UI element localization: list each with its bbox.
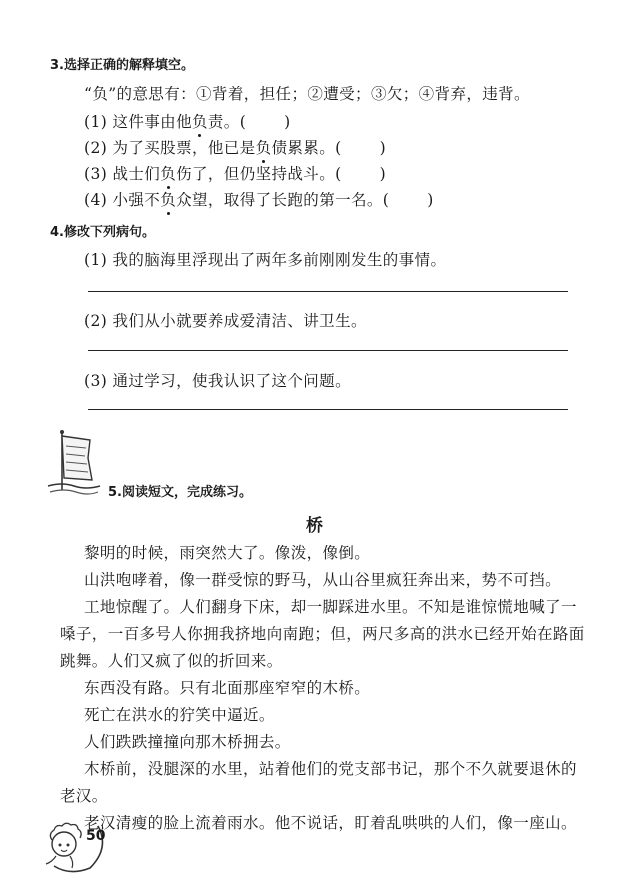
q4-sentence-2 — [84, 309, 367, 331]
q3-item-4 — [84, 188, 434, 210]
item-number: (4) — [84, 191, 108, 209]
dotted-character: 负 — [160, 162, 176, 184]
passage-title: 桥 — [306, 516, 323, 536]
q3-definitions: “负”的意思有：①背着，担任；②遭受；③欠；④背弃，违背。 — [84, 85, 530, 103]
item-number: (1) — [84, 113, 108, 131]
answer-bracket-close: ) — [379, 165, 387, 183]
item-text-before: 小强不 — [112, 191, 161, 209]
item-number: (1) — [84, 251, 108, 269]
passage-line-11: 老汉清瘦的脸上流着雨水。他不说话，盯着乱哄哄的人们，像一座山。 — [84, 814, 577, 832]
answer-bracket-close: ) — [284, 113, 291, 131]
item-text-after: 众望，取得了长跑的第一名。 — [176, 191, 383, 209]
passage-line-10: 老汉。 — [60, 787, 108, 805]
answer-bracket-open: ( — [239, 113, 247, 131]
item-text-after: 伤了，但仍坚持战斗。 — [176, 165, 336, 183]
answer-bracket-close: ) — [379, 139, 387, 157]
answer-bracket-open: ( — [335, 165, 342, 183]
sentence-text: 我们从小就要养成爱清洁、讲卫生。 — [112, 312, 367, 330]
item-number: (2) — [84, 312, 108, 330]
page-number: 50 — [86, 828, 106, 844]
passage-line-6: 东西没有路。只有北面那座窄窄的木桥。 — [84, 679, 371, 697]
passage-line-5: 跳舞。人们又疯了似的折回来。 — [60, 652, 283, 670]
sentence-text: 我的脑海里浮现出了两年多前刚刚发生的事情。 — [112, 251, 447, 269]
q4-sentence-3 — [84, 369, 351, 391]
q3-item-1 — [84, 110, 291, 132]
q3-heading: 3.选择正确的解释填空。 — [50, 58, 194, 73]
passage-line-4: 嗓子，一百多号人你拥我挤地向南跑；但，两尺多高的洪水已经开始在路面 — [60, 625, 585, 643]
passage-line-7: 死亡在洪水的狞笑中逼近。 — [84, 706, 275, 724]
dotted-character: 负 — [192, 110, 208, 132]
q3-item-2 — [84, 136, 386, 158]
dotted-character: 负 — [160, 188, 176, 210]
item-number: (3) — [84, 372, 108, 390]
answer-line-3[interactable] — [88, 409, 568, 410]
item-text-after: 债累累。 — [271, 139, 336, 157]
passage-line-9: 木桥前，没腿深的水里，站着他们的党支部书记，那个不久就要退休的 — [84, 760, 577, 778]
sailboat-icon — [44, 428, 104, 498]
q3-item-3 — [84, 162, 386, 184]
cartoon-sheep-icon — [40, 818, 110, 874]
answer-bracket-open: ( — [335, 139, 342, 157]
answer-bracket-open: ( — [382, 191, 390, 209]
item-number: (2) — [84, 139, 108, 157]
passage-line-1: 黎明的时候，雨突然大了。像泼，像倒。 — [84, 544, 371, 562]
q4-heading: 4.修改下列病句。 — [50, 225, 155, 240]
sentence-text: 通过学习，使我认识了这个问题。 — [112, 372, 351, 390]
item-text-before: 为了买股票，他已是 — [112, 139, 256, 157]
item-number: (3) — [84, 165, 108, 183]
answer-line-1[interactable] — [88, 291, 568, 292]
passage-line-8: 人们跌跌撞撞向那木桥拥去。 — [84, 733, 291, 751]
answer-line-2[interactable] — [88, 350, 568, 351]
passage-line-3: 工地惊醒了。人们翻身下床，却一脚踩进水里。不知是谁惊慌地喊了一 — [84, 598, 577, 616]
passage-line-2: 山洪咆哮着，像一群受惊的野马，从山谷里疯狂奔出来，势不可挡。 — [84, 571, 562, 589]
q5-heading: 5.阅读短文，完成练习。 — [108, 485, 252, 500]
item-text-after: 责。 — [207, 113, 240, 131]
item-text-before: 这件事由他 — [112, 113, 192, 131]
answer-bracket-close: ) — [427, 191, 434, 209]
dotted-character: 负 — [256, 136, 272, 158]
item-text-before: 战士们 — [112, 165, 161, 183]
q4-sentence-1 — [84, 248, 446, 270]
